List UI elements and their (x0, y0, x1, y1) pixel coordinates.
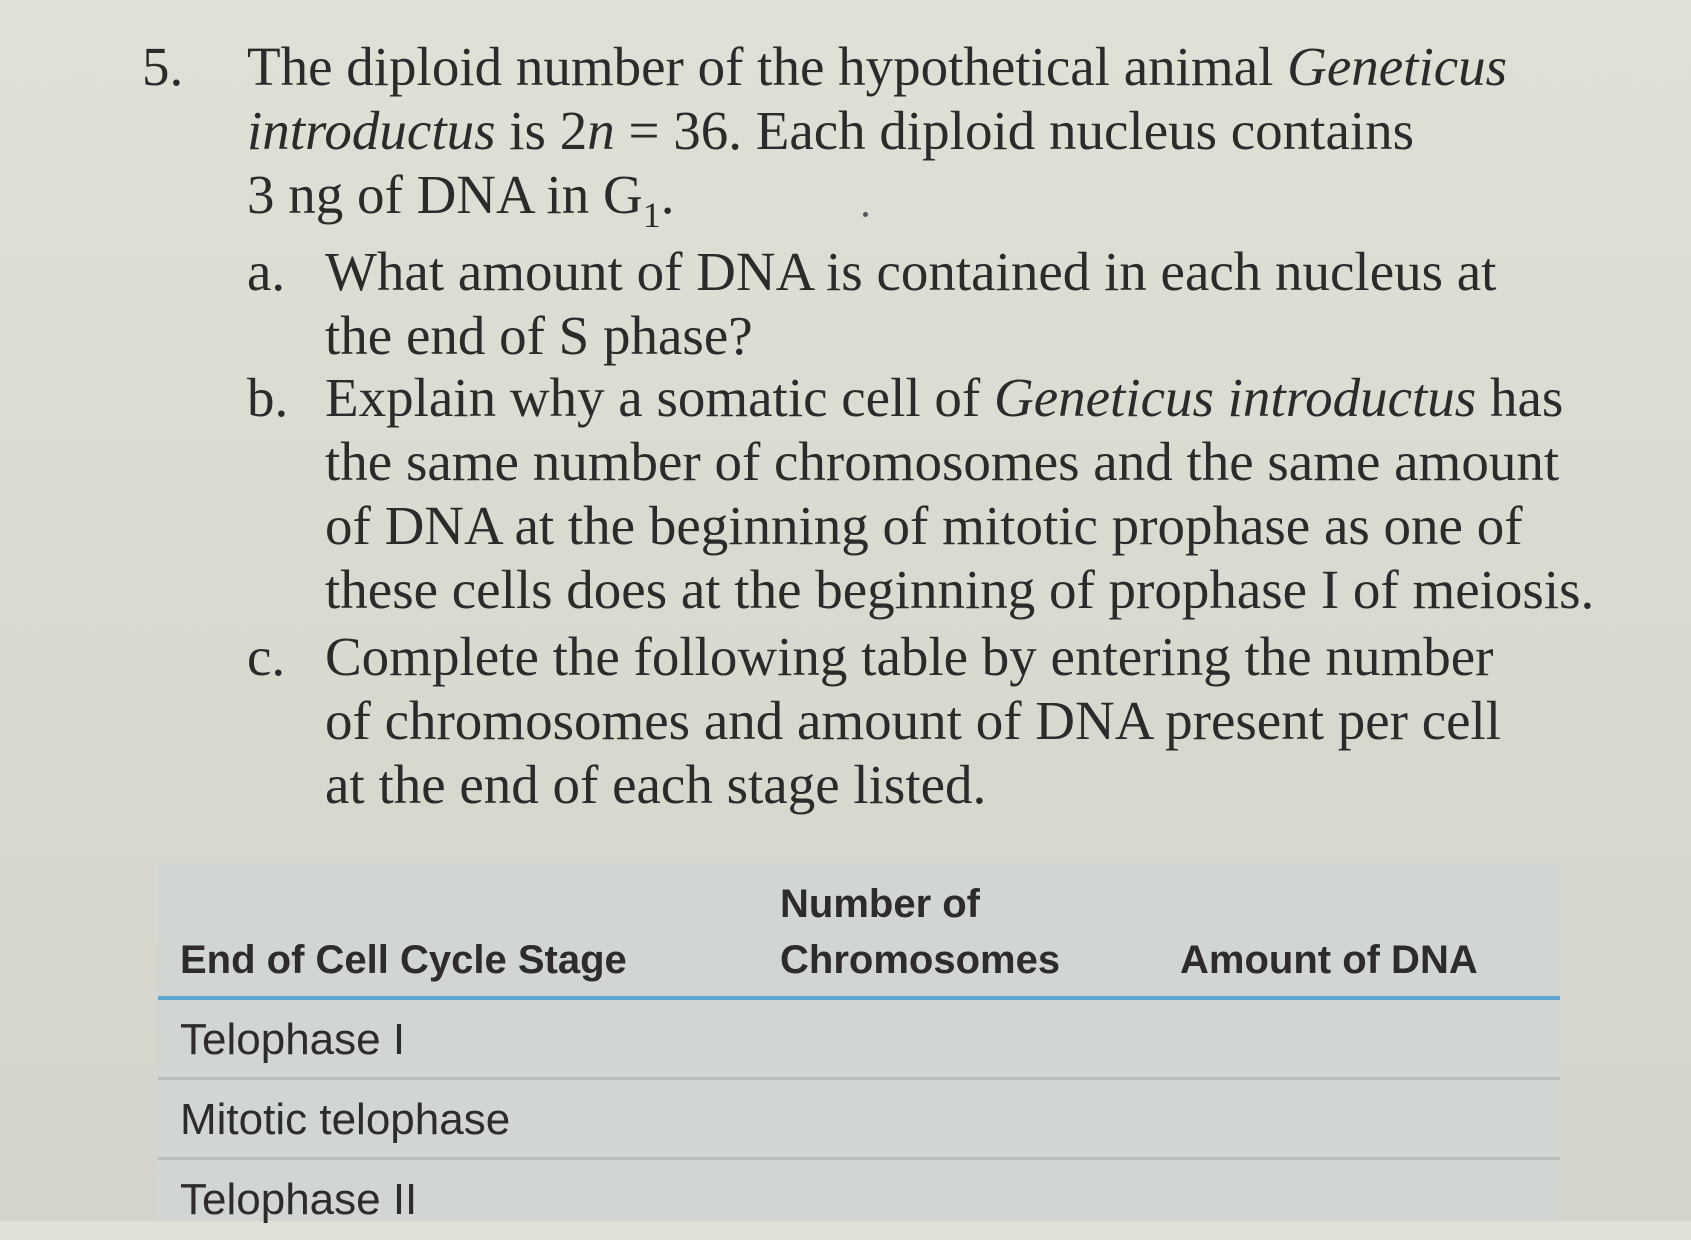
header-chromosomes-line-2: Chromosomes (780, 938, 1061, 982)
species-name: Geneticus introductus (993, 367, 1477, 428)
text-line (325, 366, 1585, 430)
header-stage: End of Cell Cycle Stage (180, 938, 627, 982)
text-span: Explain why a somatic cell of (325, 367, 994, 428)
stem-text: . (660, 164, 675, 225)
part-b-letter: b. (247, 367, 289, 428)
table-row (158, 1000, 1560, 1080)
cell-cycle-table (158, 862, 1560, 1224)
text-line: What amount of DNA is contained in each nucleus at (325, 241, 1497, 302)
text-line: at the end of each stage listed. (325, 754, 987, 815)
species-epithet: introductus (247, 100, 496, 161)
table-row (158, 1080, 1560, 1160)
stem-text: The diploid number of the hypothetical animal (247, 36, 1288, 97)
text-span: has (1476, 367, 1564, 428)
text-line: these cells does at the beginning of prophase I of meiosis. (325, 559, 1595, 620)
variable-n: n (587, 100, 615, 161)
header-chromosomes (780, 876, 1060, 988)
stem-text: 3 ng of DNA in G (247, 164, 643, 225)
cell-stage: Telophase I (180, 1015, 406, 1064)
stem-line-3 (247, 163, 1567, 233)
stray-dot (863, 212, 868, 217)
part-c-text (325, 625, 1585, 817)
part-c-letter: c. (247, 626, 286, 687)
header-chromosomes-line-1: Number of (780, 882, 980, 926)
problem-number: 5. (142, 36, 184, 97)
part-a-text (325, 240, 1585, 368)
cell-stage: Telophase II (180, 1175, 418, 1224)
text-line: the end of S phase? (325, 305, 753, 366)
stem-line-1 (247, 35, 1567, 99)
text-line: the same number of chromosomes and the same amount (325, 431, 1560, 492)
header-dna: Amount of DNA (1180, 938, 1478, 982)
part-a-letter: a. (247, 241, 286, 302)
text-line: of DNA at the beginning of mitotic prophase as one of (325, 495, 1523, 556)
species-genus: Geneticus (1287, 36, 1508, 97)
subscript: 1 (642, 195, 661, 235)
cell-stage: Mitotic telophase (180, 1095, 511, 1144)
stem-line-2 (247, 99, 1567, 163)
part-b-text (325, 366, 1595, 622)
problem-stem (247, 35, 1567, 233)
text-line: Complete the following table by entering the number (325, 626, 1494, 687)
stem-text: is 2 (495, 100, 588, 161)
table-row (158, 1160, 1560, 1240)
text-line: of chromosomes and amount of DNA present per cell (325, 690, 1502, 751)
stem-text: = 36. Each diploid nucleus contains (614, 100, 1415, 161)
